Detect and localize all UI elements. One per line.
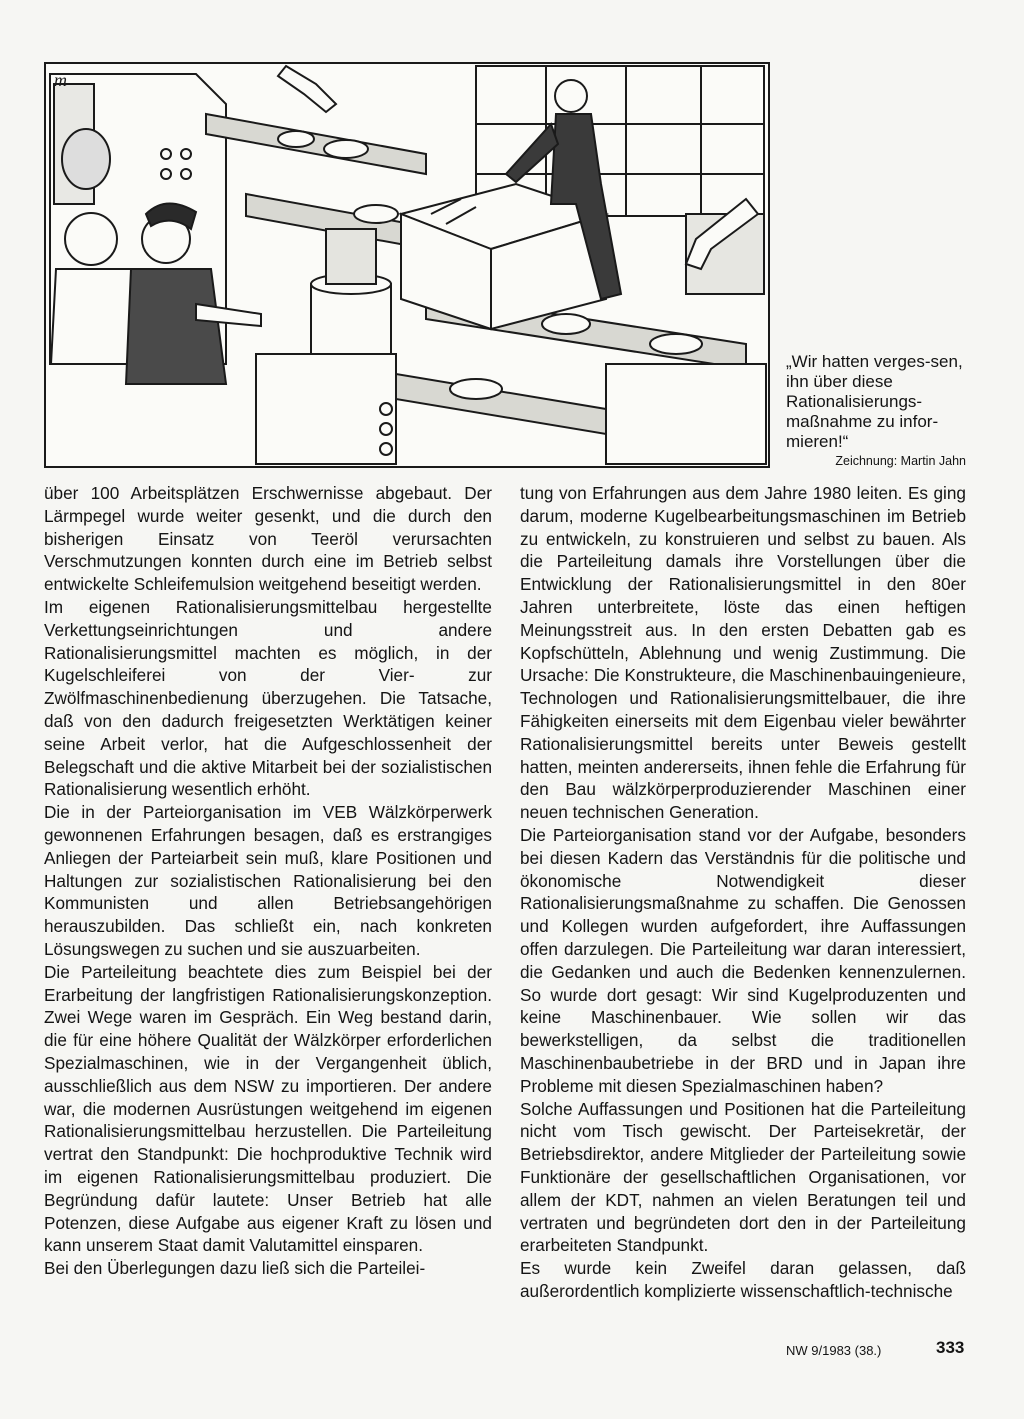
paragraph: Solche Auffassungen und Positionen hat die Parteileitung nicht vom Tisch gewischt. Der Parteisekretär, der Betriebsdirektor, andere Mitglieder der Parteileitung sowie Funktionäre der gesellschaftlichen Organisationen, vor allem der KDT, nahmen an vielen Beratungen teil und vertraten und begründeten dort den in der Parteileitung erarbeiteten Standpunkt. <box>520 1098 966 1256</box>
paragraph: Es wurde kein Zweifel daran gelassen, daß außerordentlich komplizierte wissenschaftlich-technische <box>520 1258 966 1301</box>
cartoon-illustration <box>44 62 770 468</box>
paragraph: Die Parteileitung beachtete dies zum Beispiel bei der Erarbeitung der langfristigen Rationalisierungskonzeption. Zwei Wege waren im Gespräch. Ein Weg bestand darin, die für eine höhere Qualität der Wälzkörper erforderlichen Spezialmaschinen, wie in der Vergangenheit üblich, ausschließlich aus dem NSW zu importieren. Der andere war, die modernen Ausrüstungen weitgehend im eigenen Rationalisierungsmittelbau herzustellen. Die Parteileitung vertrat den Standpunkt: Die hochproduktive Technik wird im eigenen Rationalisierungsmittelbau produziert. Die Begründung dafür lautete: Unser Betrieb hat alle Potenzen, diese Aufgabe aus eigener Kraft zu lösen und kann unserem Staat damit Valutamittel einsparen. <box>44 961 492 1256</box>
paragraph: Im eigenen Rationalisierungsmittelbau hergestellte Verkettungseinrichtungen und andere Rationalisierungsmittel machten es möglich, in der Kugelschleiferei von der Vier- zur Zwölfmaschinenbedienung überzugehen. Die Tatsache, daß von den dadurch freigesetzten Werktätigen keiner seine Arbeit verlor, hat die Aufgeschlossenheit der Belegschaft und die aktive Mitarbeit bei der sozialistischen Rationalisierung wesentlich erhöht. <box>44 596 492 800</box>
paragraph: Die Parteiorganisation stand vor der Aufgabe, besonders bei diesen Kadern das Verständnis für die politische und ökonomische Notwendigkeit dieser Rationalisierungsmaßnahme zu schaffen. Die Genossen und Kollegen wurden aufgefordert, ihre Auffassungen offen darzulegen. Die Parteileitung war daran interessiert, die Gedanken und auch die Bedenken kennenzulernen. So wurde dort gesagt: Wir sind Kugelproduzenten und keine Maschinenbauer. Wie sollen wir das bewerkstelligen, da selbst die traditionellen Maschinenbaubetriebe in der BRD und in Japan ihre Probleme mit diesen Spezialmaschinen haben? <box>520 824 966 1096</box>
illustration-caption <box>786 352 976 469</box>
issue-reference: NW 9/1983 (38.) <box>786 1343 882 1358</box>
caption-quote: „Wir hatten verges-sen, ihn über diese Rationalisierungs-maßnahme zu infor-mieren!“ <box>786 352 963 451</box>
artist-signature: m <box>54 70 67 90</box>
left-column <box>44 482 492 1280</box>
caption-credit: Zeichnung: Martin Jahn <box>835 454 966 468</box>
right-column <box>520 482 966 1303</box>
paragraph: Die in der Parteiorganisation im VEB Wälzkörperwerk gewonnenen Erfahrungen besagen, daß es erstrangiges Anliegen der Parteiarbeit sein muß, klare Positionen und Haltungen zur sozialistischen Rationalisierung bei den Kommunisten und allen Betriebsangehörigen herauszubilden. Das schließt ein, nach konkreten Lösungswegen zu suchen und sie auszuarbeiten. <box>44 802 492 959</box>
page-number: 333 <box>936 1338 965 1357</box>
paragraph: über 100 Arbeitsplätzen Erschwernisse abgebaut. Der Lärmpegel wurde weiter gesenkt, und die durch den bisherigen Einsatz von Teeröl verursachten Verschmutzungen konnten durch eine im Betrieb selbst entwickelte Schleifemulsion weitgehend beseitigt werden. <box>44 483 492 595</box>
paragraph: tung von Erfahrungen aus dem Jahre 1980 leiten. Es ging darum, moderne Kugelbearbeitungsmaschinen im Betrieb zu entwickeln, zu konstruieren und selbst zu bauen. Als die Parteileitung damals ihre Vorstellungen über die Entwicklung der Rationalisierungsmittel in den 80er Jahren unterbreitete, löste das einen heftigen Meinungsstreit aus. In den ersten Debatten gab es Kopfschütteln, Ablehnung und wenig Zustimmung. Die Ursache: Die Konstrukteure, die Maschinenbauingenieure, Technologen und Rationalisierungsmittelbauer, die ihre Fähigkeiten einerseits mit dem Eigenbau vieler bewährter Rationalisierungsmittel bereits unter Beweis gestellt hatten, meinten andererseits, ihnen fehle die Erfahrung für den Bau wälzkörperproduzierender Maschinen einer neuen technischen Generation. <box>520 483 966 823</box>
paragraph: Bei den Überlegungen dazu ließ sich die Parteilei- <box>44 1258 426 1279</box>
factory-cartoon-drawing <box>46 64 768 466</box>
